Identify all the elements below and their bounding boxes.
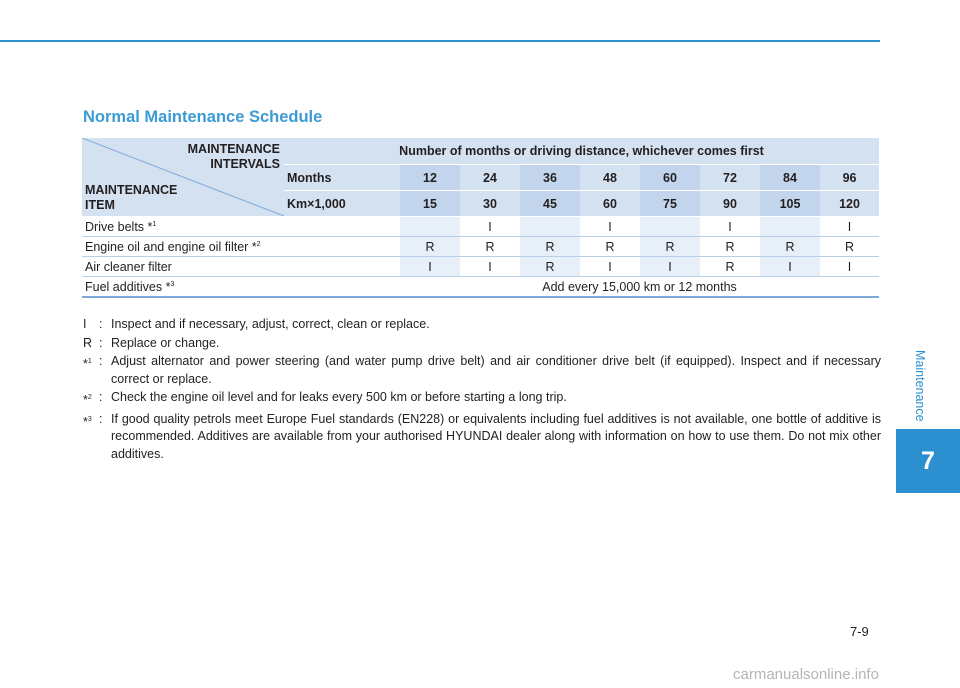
- note-key: *$^3$: [83, 414, 92, 429]
- km-cell: 90: [700, 191, 760, 217]
- legend-notes: [83, 316, 881, 464]
- page-title: Normal Maintenance Schedule: [83, 108, 323, 126]
- footnote-marker: 2: [87, 394, 92, 401]
- months-cell: 60: [640, 165, 700, 191]
- schedule-value: R: [700, 257, 760, 277]
- schedule-value: R: [700, 237, 760, 257]
- maintenance-item: Fuel additives *$^3$: [82, 277, 400, 298]
- footnote-marker: 1: [152, 220, 157, 228]
- footnote-marker: 3: [87, 415, 92, 423]
- schedule-value: I: [460, 217, 520, 237]
- note-key: I: [83, 317, 87, 331]
- schedule-value: I: [580, 217, 640, 237]
- note-item: [83, 316, 881, 334]
- note-text: Inspect and if necessary, adjust, correct, clean or replace.: [111, 317, 430, 331]
- note-key: *$^2$: [83, 393, 92, 407]
- km-cell: 120: [820, 191, 879, 217]
- months-cell: 96: [820, 165, 879, 191]
- maintenance-schedule-table: [82, 138, 879, 298]
- months-cell: 12: [400, 165, 460, 191]
- schedule-value: [760, 217, 820, 237]
- km-cell: 15: [400, 191, 460, 217]
- note-key: *$^1$: [83, 357, 92, 371]
- months-cell: 36: [520, 165, 580, 191]
- note-item: [83, 389, 881, 410]
- corner-intervals-label: MAINTENANCE INTERVALS: [187, 142, 280, 171]
- schedule-value: R: [580, 237, 640, 257]
- schedule-value: I: [760, 257, 820, 277]
- table-row: [82, 277, 879, 298]
- footnote-marker: 3: [170, 280, 175, 288]
- note-key: R: [83, 335, 93, 350]
- schedule-value: R: [820, 237, 879, 257]
- schedule-value: R: [640, 237, 700, 257]
- chapter-tab: 7: [896, 429, 960, 493]
- table-corner-header: [82, 138, 284, 217]
- maintenance-item: Drive belts *$^1$: [82, 217, 400, 237]
- corner-item-label: MAINTENANCE ITEM: [85, 183, 178, 212]
- schedule-value: R: [520, 237, 580, 257]
- schedule-value: R: [520, 257, 580, 277]
- schedule-value: I: [700, 217, 760, 237]
- footnote-marker: 1: [87, 358, 92, 365]
- maintenance-item: Engine oil and engine oil filter *$^2$: [82, 237, 400, 257]
- schedule-value: [400, 217, 460, 237]
- schedule-value: I: [460, 257, 520, 277]
- span-value: Add every 15,000 km or 12 months: [400, 277, 879, 298]
- section-label: Maintenance: [913, 350, 927, 422]
- months-label: Months: [284, 165, 400, 191]
- months-cell: 72: [700, 165, 760, 191]
- page-number: 7-9: [850, 624, 869, 639]
- km-label: Km×1,000: [284, 191, 400, 217]
- note-text: If good quality petrols meet Europe Fuel standards (EN228) or equivalents including fuel additives is not available, one bottle of additive is recommended. Additives are available from your authorised HYUNDAI dealer along with information on how to use them. Do not mix other additives.: [111, 411, 881, 461]
- table-row: [82, 237, 879, 257]
- km-cell: 45: [520, 191, 580, 217]
- note-separator: :: [99, 390, 103, 404]
- maintenance-item: Air cleaner filter: [82, 257, 400, 277]
- note-separator: :: [99, 335, 103, 350]
- top-rule: [0, 40, 880, 42]
- period-header: Number of months or driving distance, whichever comes first: [284, 138, 879, 165]
- schedule-value: R: [460, 237, 520, 257]
- schedule-value: I: [580, 257, 640, 277]
- watermark: carmanualsonline.info: [733, 666, 879, 683]
- months-cell: 48: [580, 165, 640, 191]
- km-cell: 105: [760, 191, 820, 217]
- km-cell: 30: [460, 191, 520, 217]
- note-text: Adjust alternator and power steering (and water pump drive belt) and air conditioner drive belt (if equipped). Inspect and if necessary correct or replace.: [111, 354, 881, 386]
- table-header-row: [82, 138, 879, 165]
- note-separator: :: [99, 317, 103, 331]
- note-separator: :: [99, 411, 103, 426]
- schedule-value: I: [400, 257, 460, 277]
- schedule-value: I: [640, 257, 700, 277]
- schedule-value: R: [400, 237, 460, 257]
- schedule-value: [640, 217, 700, 237]
- km-cell: 60: [580, 191, 640, 217]
- note-text: Replace or change.: [111, 335, 220, 350]
- note-item: [83, 335, 881, 353]
- footnote-marker: 2: [256, 240, 261, 248]
- schedule-value: I: [820, 257, 879, 277]
- km-cell: 75: [640, 191, 700, 217]
- months-cell: 84: [760, 165, 820, 191]
- table-row: [82, 257, 879, 277]
- note-separator: :: [99, 354, 103, 368]
- schedule-value: [520, 217, 580, 237]
- note-text: Check the engine oil level and for leaks every 500 km or before starting a long trip.: [111, 390, 567, 404]
- note-item: [83, 353, 881, 388]
- schedule-value: I: [820, 217, 879, 237]
- schedule-value: R: [760, 237, 820, 257]
- note-item: [83, 411, 881, 464]
- table-row: [82, 217, 879, 237]
- months-cell: 24: [460, 165, 520, 191]
